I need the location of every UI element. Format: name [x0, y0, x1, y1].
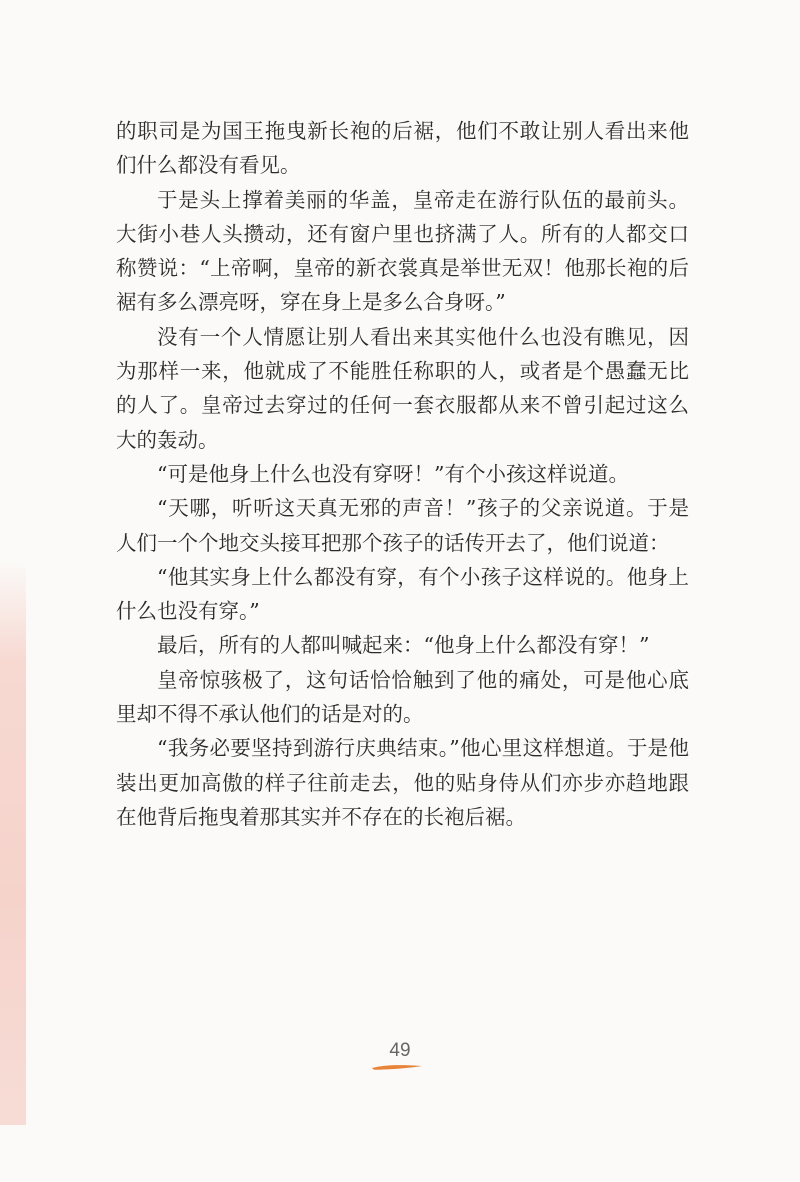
page-number: 49 — [389, 1040, 411, 1061]
brush-stroke-decoration — [370, 1063, 424, 1071]
paragraph-3: 没有一个人情愿让别人看出来其实他什么也没有瞧见，因为那样一来，他就成了不能胜任称职的人，或者是个愚蠢无比的人了。皇帝过去穿过的任何一套衣服都从来不曾引起过这么大的轰动。 — [116, 324, 689, 452]
paragraph-8: 皇帝惊骇极了，这句话恰恰触到了他的痛处，可是他心底里却不得不承认他们的话是对的。 — [116, 667, 689, 727]
paragraph-6: “他其实身上什么都没有穿，有个小孩子这样说的。他身上什么也没有穿。” — [116, 564, 689, 624]
paragraph-7: 最后，所有的人都叫喊起来：“他身上什么都没有穿！” — [157, 633, 650, 658]
paragraph-5: “天哪，听听这天真无邪的声音！”孩子的父亲说道。于是人们一个个地交头接耳把那个孩子的话传开去了，他们说道： — [116, 496, 689, 555]
paragraph-1: 的职司是为国王拖曳新长袍的后裾，他们不敢让别人看出来他们什么都没有看见。 — [116, 119, 689, 178]
brush-stroke-path — [372, 1065, 422, 1070]
paragraph-4: “可是他身上什么也没有穿呀！”有个小孩这样说道。 — [157, 461, 629, 486]
paragraph-9: “我务必要坚持到游行庆典结束。”他心里这样想道。于是他装出更加高傲的样子往前走去，他的贴身侍从们亦步亦趋地跟在他背后拖曳着那其实并不存在的长袍后裾。 — [116, 736, 689, 829]
story-text — [116, 114, 689, 834]
paragraph-2: 于是头上撑着美丽的华盖，皇帝走在游行队伍的最前头。大街小巷人头攒动，还有窗户里也挤满了人。所有的人都交口称赞说：“上帝啊，皇帝的新衣裳真是举世无双！他那长袍的后裾有多么漂亮呀，穿在身上是多么合身呀。” — [116, 187, 689, 315]
